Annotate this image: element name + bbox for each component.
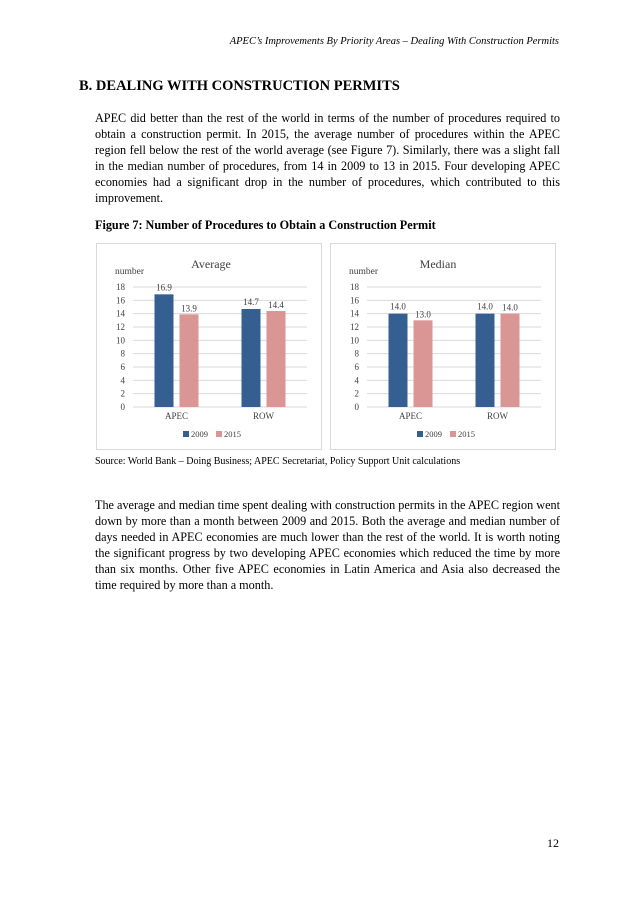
y-tick-label: 8 xyxy=(354,348,359,359)
y-tick-label: 0 xyxy=(120,402,125,412)
y-tick-label: 16 xyxy=(350,295,359,306)
x-tick-label: APEC xyxy=(164,411,189,421)
y-tick-label: 6 xyxy=(354,362,359,372)
data-label: 14.0 xyxy=(502,302,518,313)
y-tick-label: 10 xyxy=(116,335,125,346)
running-header: APEC’s Improvements By Priority Areas – Dealing With Construction Permits xyxy=(229,36,559,47)
figure-source: Source: World Bank – Doing Business; APEC Secretariat, Policy Support Unit calculations xyxy=(95,456,461,467)
data-label: 14.0 xyxy=(477,301,493,312)
figure-caption: Figure 7: Number of Procedures to Obtain a Construction Permit xyxy=(95,218,436,232)
y-tick-label: 18 xyxy=(116,282,125,292)
intro-paragraph: APEC did better than the rest of the world in terms of the number of procedures required to obtain a construction permit. In 2015, the average number of procedures within the APEC region fell below the rest of the world average (see Figure 7). Similarly, there was a slight fall in the median number of procedures, from 14 in 2009 to 13 in 2015. Four developing APEC economies had a significant drop in the number of procedures, which contributed to this improvement. xyxy=(95,111,560,205)
y-tick-label: 14 xyxy=(116,308,125,319)
y-tick-label: 10 xyxy=(350,335,359,346)
y-tick-label: 16 xyxy=(116,295,125,306)
bar-2009-apec xyxy=(389,314,408,407)
data-label: 13.0 xyxy=(415,309,431,320)
chart-title: Median xyxy=(419,257,457,271)
bar-2015-row xyxy=(501,314,520,407)
average-chart-svg xyxy=(97,244,321,449)
y-tick-label: 2 xyxy=(120,388,125,399)
legend-swatch-2009 xyxy=(417,431,423,437)
legend-label: 2015 xyxy=(458,429,475,439)
median-chart xyxy=(330,243,556,450)
y-tick-label: 2 xyxy=(354,388,359,399)
legend-label: 2009 xyxy=(425,429,442,439)
bar-2015-apec xyxy=(180,314,199,407)
y-tick-label: 6 xyxy=(120,362,125,372)
data-label: 13.9 xyxy=(181,303,197,314)
bar-2009-apec xyxy=(155,294,174,407)
legend-swatch-2015 xyxy=(450,431,456,437)
y-tick-label: 4 xyxy=(354,375,359,386)
average-chart xyxy=(96,243,322,450)
y-axis-label: number xyxy=(349,267,379,277)
y-tick-label: 0 xyxy=(354,402,359,412)
legend-swatch-2015 xyxy=(216,431,222,437)
bar-2009-row xyxy=(242,309,261,407)
median-chart-svg xyxy=(331,244,555,449)
bar-2015-row xyxy=(267,311,286,407)
x-tick-label: APEC xyxy=(398,411,423,421)
data-label: 16.9 xyxy=(156,282,172,293)
legend-label: 2015 xyxy=(224,429,241,439)
section-title: B. DEALING WITH CONSTRUCTION PERMITS xyxy=(79,78,400,94)
y-axis-label: number xyxy=(115,267,145,277)
y-tick-label: 12 xyxy=(350,322,359,332)
y-tick-label: 8 xyxy=(120,348,125,359)
legend-swatch-2009 xyxy=(183,431,189,437)
time-paragraph: The average and median time spent dealing with construction permits in the APEC region went down by more than a month between 2009 and 2015. Both the average and median number of days needed in APEC economies are much lower than the rest of the world. It is worth noting the significant progress by two developing APEC economies which reduced the time by more than six months. Other five APEC economies in Latin America and Asia also decreased the time required by more than a month. xyxy=(95,498,560,592)
legend-label: 2009 xyxy=(191,429,208,439)
y-tick-label: 14 xyxy=(350,308,359,319)
data-label: 14.7 xyxy=(243,297,259,307)
data-label: 14.0 xyxy=(390,301,406,312)
x-tick-label: ROW xyxy=(253,411,274,421)
chart-title: Average xyxy=(191,257,231,271)
bar-2009-row xyxy=(476,314,495,407)
x-tick-label: ROW xyxy=(487,411,508,421)
y-tick-label: 18 xyxy=(350,282,359,292)
page-number: 12 xyxy=(547,836,559,850)
y-tick-label: 4 xyxy=(120,375,125,386)
data-label: 14.4 xyxy=(268,300,284,310)
y-tick-label: 12 xyxy=(116,322,125,332)
bar-2015-apec xyxy=(414,320,433,407)
